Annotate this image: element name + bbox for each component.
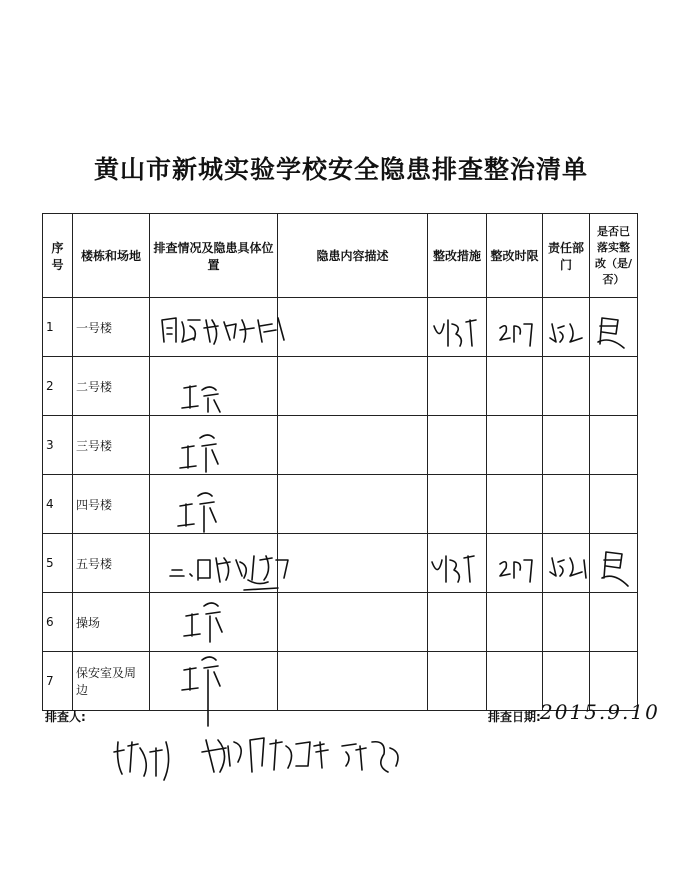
cell-location: 五号楼 — [73, 534, 150, 593]
cell-deadline — [487, 416, 543, 475]
table-row — [43, 534, 638, 593]
cell-seq: 6 — [43, 593, 73, 652]
cell-location: 操场 — [73, 593, 150, 652]
cell-deadline — [487, 357, 543, 416]
cell-location: 二号楼 — [73, 357, 150, 416]
header-seq: 序号 — [43, 214, 73, 298]
header-department: 责任部门 — [543, 214, 590, 298]
date-value: 2015.9.10 — [540, 700, 660, 724]
cell-deadline — [487, 593, 543, 652]
table-row — [43, 475, 638, 534]
hazard-table — [42, 213, 638, 711]
cell-seq: 7 — [43, 652, 73, 711]
cell-measures — [428, 475, 487, 534]
document-title: 黄山市新城实验学校安全隐患排查整治清单 — [93, 155, 588, 184]
cell-seq: 1 — [43, 298, 73, 357]
cell-department — [543, 416, 590, 475]
cell-deadline — [487, 652, 543, 711]
cell-description — [278, 534, 428, 593]
cell-description — [278, 416, 428, 475]
cell-situation — [150, 357, 278, 416]
cell-measures — [428, 534, 487, 593]
cell-department — [543, 475, 590, 534]
table-row — [43, 357, 638, 416]
cell-deadline — [487, 475, 543, 534]
cell-seq: 2 — [43, 357, 73, 416]
cell-measures — [428, 652, 487, 711]
cell-description — [278, 593, 428, 652]
cell-situation — [150, 652, 278, 711]
cell-department — [543, 534, 590, 593]
cell-seq: 5 — [43, 534, 73, 593]
cell-description — [278, 298, 428, 357]
inspector-signature — [110, 722, 420, 792]
table-header-row — [43, 214, 638, 298]
header-location: 楼栋和场地 — [73, 214, 150, 298]
table-row — [43, 416, 638, 475]
inspector-label: 排查人: — [45, 710, 86, 724]
cell-measures — [428, 298, 487, 357]
cell-location: 三号楼 — [73, 416, 150, 475]
cell-deadline — [487, 298, 543, 357]
header-deadline: 整改时限 — [487, 214, 543, 298]
cell-location: 一号楼 — [73, 298, 150, 357]
table-row — [43, 298, 638, 357]
cell-measures — [428, 357, 487, 416]
cell-seq: 4 — [43, 475, 73, 534]
header-done: 是否已落实整改（是/否） — [590, 214, 638, 298]
cell-description — [278, 475, 428, 534]
cell-seq: 3 — [43, 416, 73, 475]
cell-situation — [150, 298, 278, 357]
cell-description — [278, 652, 428, 711]
cell-department — [543, 357, 590, 416]
cell-done — [590, 357, 638, 416]
cell-done — [590, 593, 638, 652]
cell-done — [590, 416, 638, 475]
cell-done — [590, 298, 638, 357]
header-description: 隐患内容描述 — [278, 214, 428, 298]
cell-deadline — [487, 534, 543, 593]
date-label: 排查日期: — [488, 710, 541, 724]
cell-situation — [150, 593, 278, 652]
cell-location: 保安室及周边 — [73, 652, 150, 711]
cell-location: 四号楼 — [73, 475, 150, 534]
cell-situation — [150, 475, 278, 534]
cell-measures — [428, 593, 487, 652]
cell-department — [543, 593, 590, 652]
cell-description — [278, 357, 428, 416]
cell-situation — [150, 416, 278, 475]
header-situation: 排查情况及隐患具体位置 — [150, 214, 278, 298]
cell-done — [590, 534, 638, 593]
header-measures: 整改措施 — [428, 214, 487, 298]
cell-measures — [428, 416, 487, 475]
cell-department — [543, 298, 590, 357]
table-row — [43, 593, 638, 652]
cell-situation — [150, 534, 278, 593]
cell-done — [590, 475, 638, 534]
